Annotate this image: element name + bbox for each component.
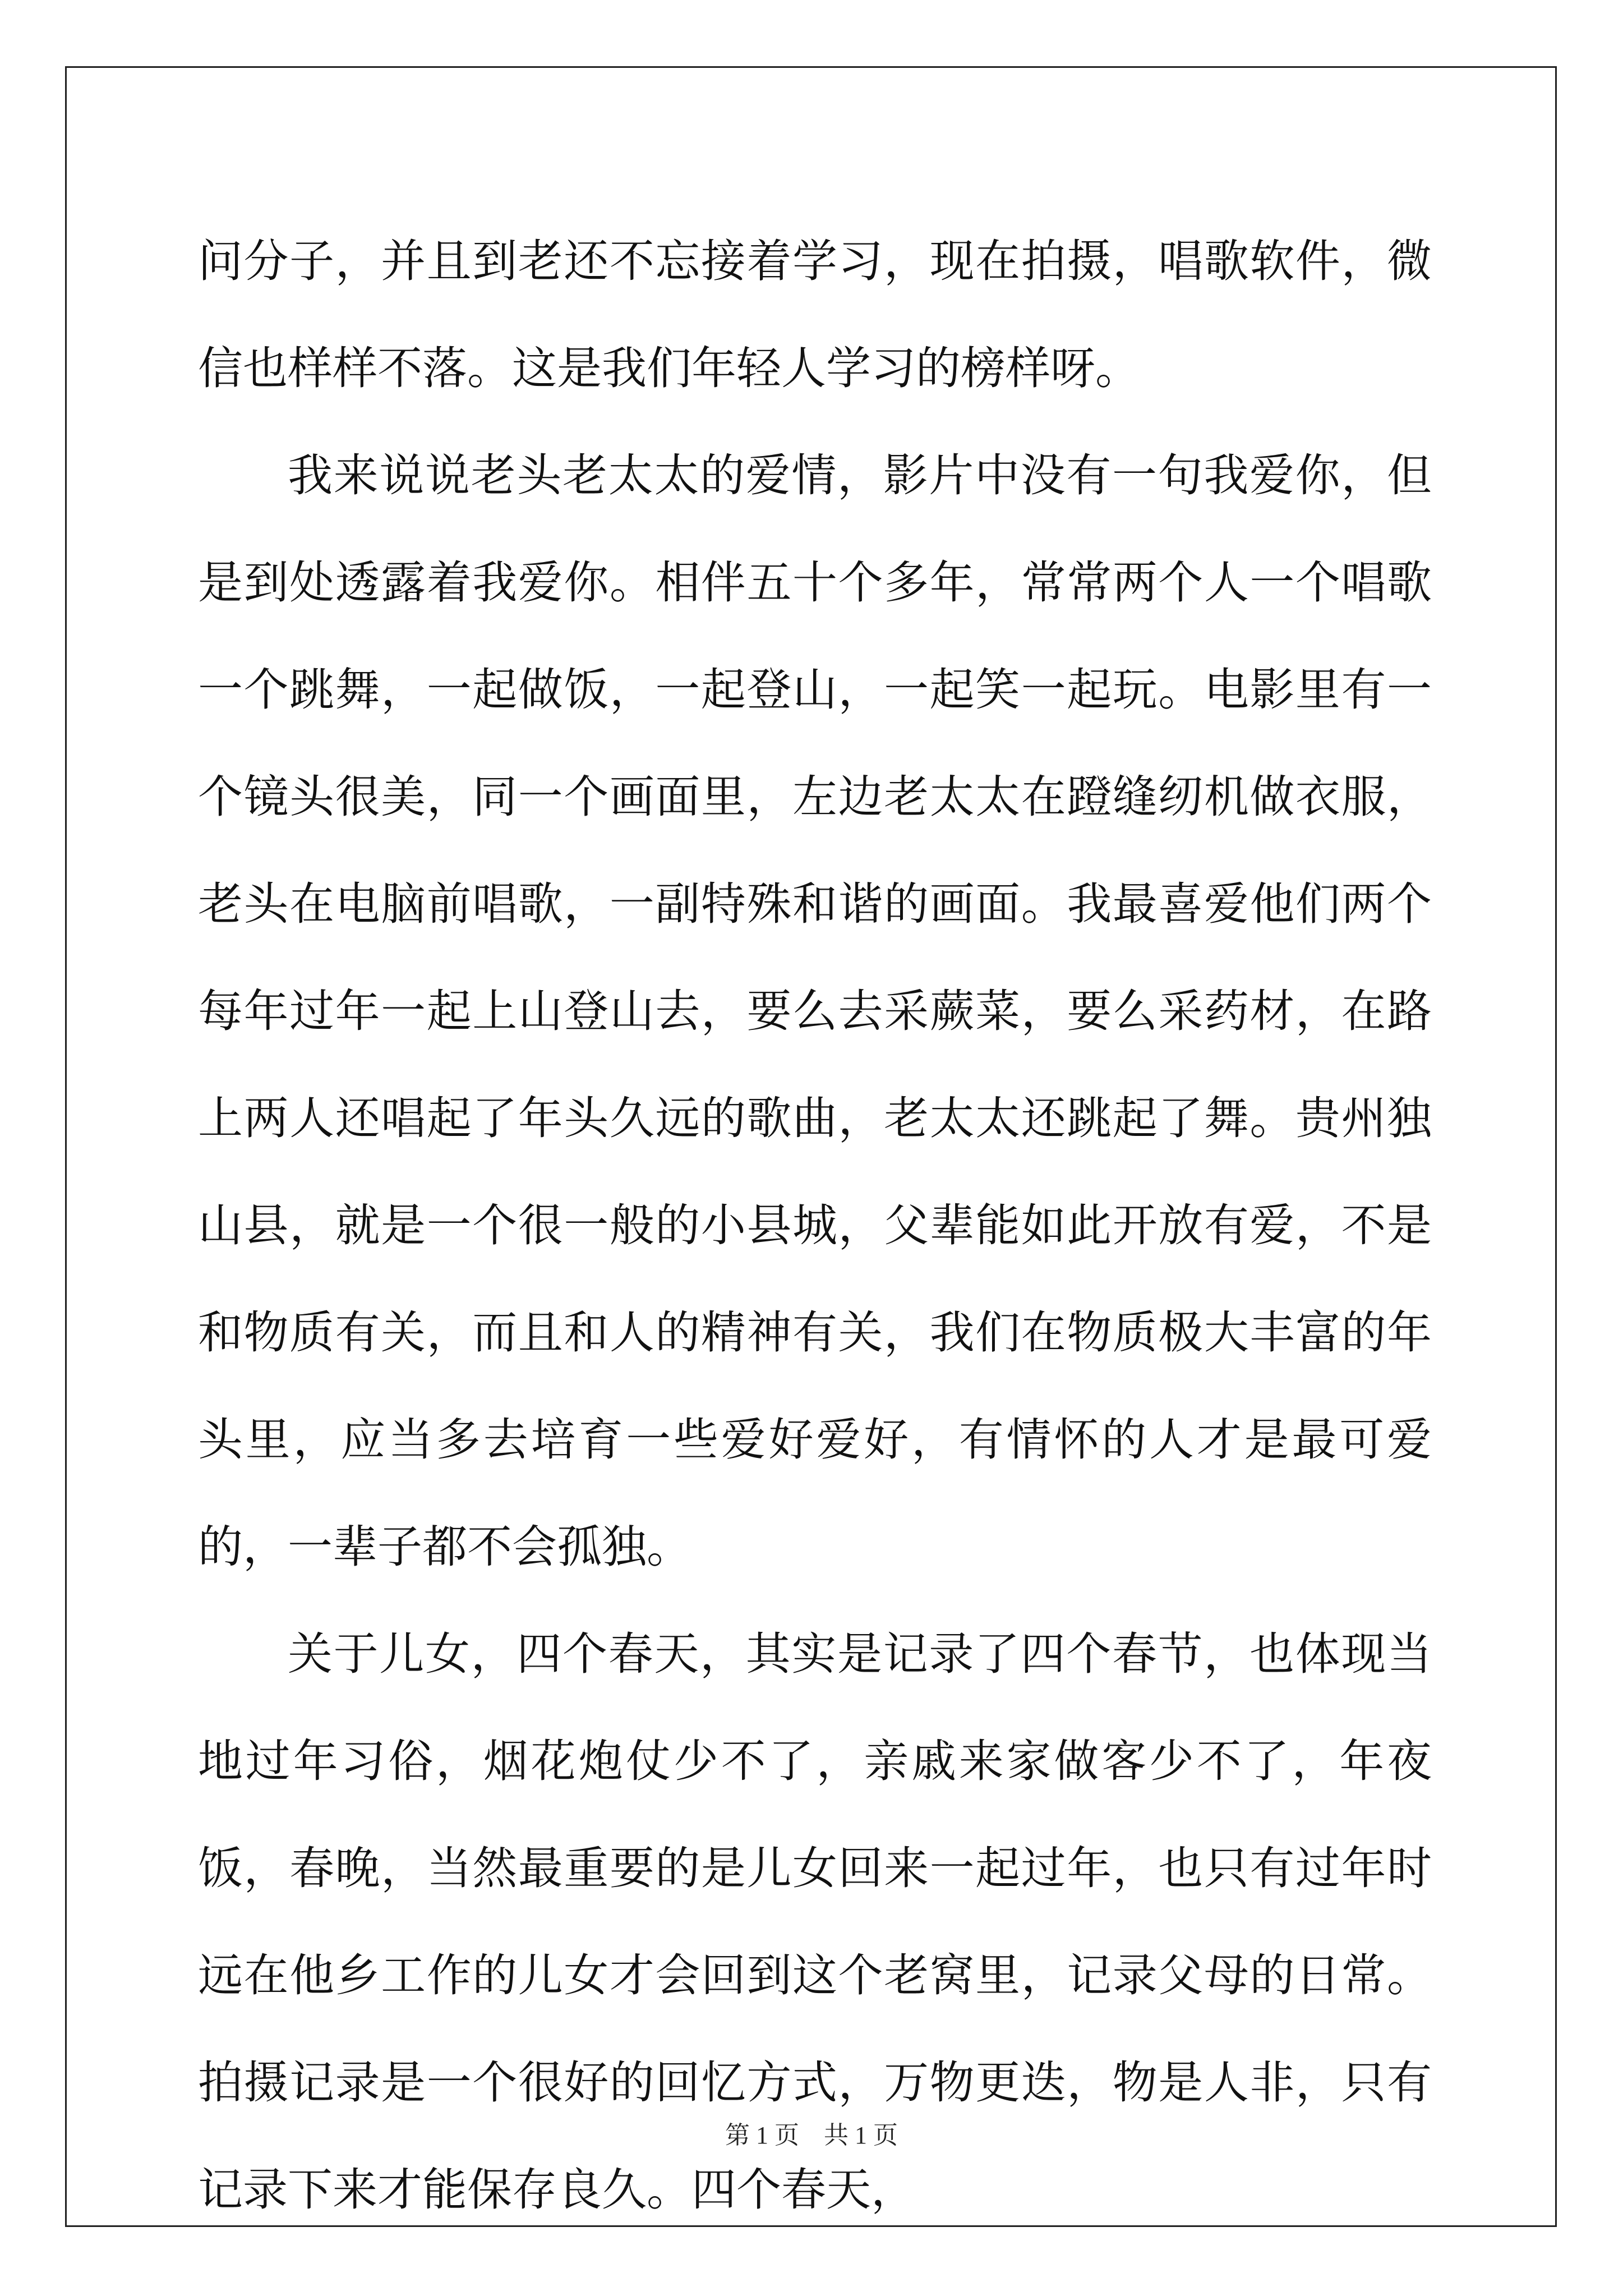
page-footer: 第 1 页 共 1 页 [725,2122,898,2149]
paragraph-3: 关于儿女，四个春天，其实是记录了四个春节，也体现当地过年习俗，烟花炮仗少不了，亲戚来家做客少不了，年夜饭，春晚，当然最重要的是儿女回来一起过年，也只有过年时远在他乡工作的儿女才会回到这个老窝里，记录父母的日常。拍摄记录是一个很好的回忆方式，万物更迭，物是人非，只有记录下来才能保存良久。四个春天， [198,1628,1432,2216]
paragraph-2: 我来说说老头老太太的爱情，影片中没有一句我爱你，但是到处透露着我爱你。相伴五十个多年，常常两个人一个唱歌一个跳舞，一起做饭，一起登山，一起笑一起玩。电影里有一个镜头很美，同一个画面里，左边老太太在蹬缝纫机做衣服，老头在电脑前唱歌，一副特殊和谐的画面。我最喜爱他们两个每年过年一起上山登山去，要么去采蕨菜，要么采药材，在路上两人还唱起了年头久远的歌曲，老太太还跳起了舞。贵州独山县，就是一个很一般的小县城，父辈能如此开放有爱，不是和物质有关，而且和人的精神有关，我们在物质极大丰富的年头里，应当多去培育一些爱好爱好，有情怀的人才是最可爱的，一辈子都不会孤独。 [198,449,1432,1573]
paragraph-1: 问分子，并且到老还不忘接着学习，现在拍摄，唱歌软件，微信也样样不落。这是我们年轻人学习的榜样呀。 [198,235,1432,394]
document-body [198,208,1432,2243]
